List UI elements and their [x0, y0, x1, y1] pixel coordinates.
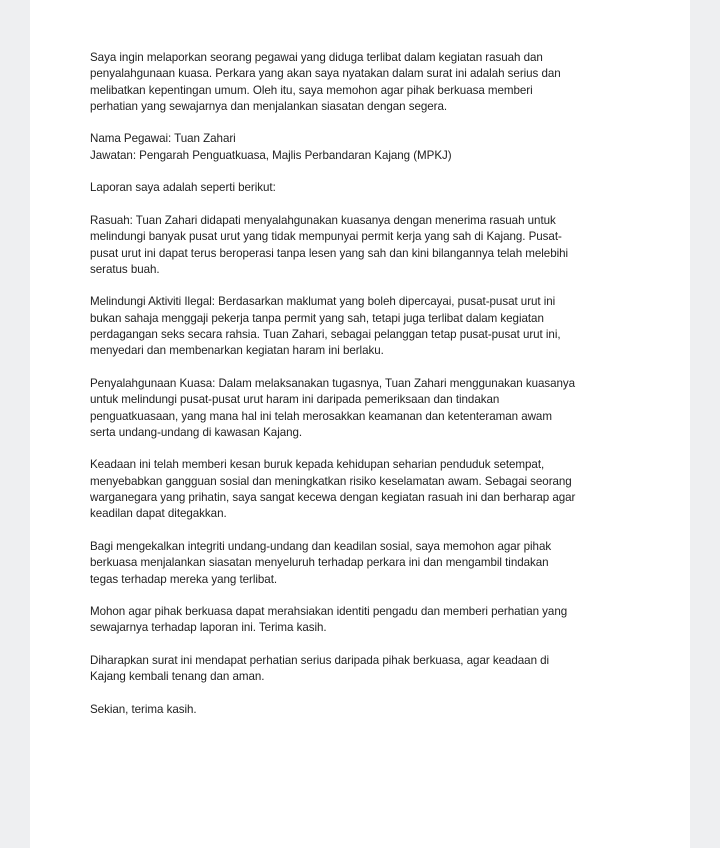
text-line: Melindungi Aktiviti Ilegal: Berdasarkan maklumat yang boleh dipercayai, pusat-pusat urut ini [90, 295, 556, 309]
report-intro-paragraph [90, 180, 650, 196]
intro-paragraph [90, 50, 650, 115]
text-line: melibatkan kepentingan umum. Oleh itu, saya memohon agar pihak berkuasa memberi [90, 83, 533, 97]
text-line: untuk melindungi pusat-pusat urut haram ini daripada pemeriksaan dan tindakan [90, 393, 500, 407]
text-line: pusat urut ini dapat terus beroperasi tanpa lesen yang sah dan kini bilangannya telah melebihi [90, 246, 569, 260]
text-line: Saya ingin melaporkan seorang pegawai yang diduga terlibat dalam kegiatan rasuah dan [90, 51, 543, 64]
text-line: Bagi mengekalkan integriti undang-undang dan keadilan sosial, saya memohon agar pihak [90, 539, 552, 553]
employee-details-paragraph [90, 131, 650, 164]
text-line: Jawatan: Pengarah Penguatkuasa, Majlis Perbandaran Kajang (MPKJ) [90, 148, 452, 162]
text-line: sewajarnya terhadap laporan ini. Terima kasih. [90, 621, 327, 635]
impact-paragraph [90, 457, 650, 522]
text-line: Mohon agar pihak berkuasa dapat merahsiakan identiti pengadu dan memberi perhatian yang [90, 605, 568, 619]
request-investigation-paragraph [90, 539, 650, 588]
text-line: Penyalahgunaan Kuasa: Dalam melaksanakan tugasnya, Tuan Zahari menggunakan kuasanya [90, 376, 576, 390]
text-line: Nama Pegawai: Tuan Zahari [90, 132, 236, 146]
text-line: Keadaan ini telah memberi kesan buruk kepada kehidupan seharian penduduk setempat, [90, 458, 545, 472]
text-line: bukan sahaja menggaji pekerja tanpa permit yang sah, tetapi juga terlibat dalam kegiatan [90, 311, 544, 325]
text-line: berkuasa menjalankan siasatan menyeluruh terhadap perkara ini dan mengambil tindakan [90, 556, 549, 570]
text-line: seratus buah. [90, 262, 160, 276]
text-line: penyalahgunaan kuasa. Perkara yang akan saya nyatakan dalam surat ini adalah serius dan [90, 67, 561, 81]
text-line: melindungi banyak pusat urut yang tidak mempunyai permit kerja yang sah di Kajang. Pusat- [90, 230, 562, 244]
text-line: penguatkuasaan, yang mana hal ini telah merosakkan keamanan dan ketenteraman awam [90, 409, 552, 423]
text-line: menyebabkan gangguan sosial dan meningkatkan risiko keselamatan awam. Sebagai seorang [90, 474, 572, 488]
text-line: perdagangan seks secara rahsia. Tuan Zahari, sebagai pelanggan tetap pusat-pusat urut ini, [90, 328, 561, 342]
text-line: Rasuah: Tuan Zahari didapati menyalahgunakan kuasanya dengan menerima rasuah untuk [90, 213, 556, 227]
document-page [30, 0, 690, 848]
text-line: warganegara yang prihatin, saya sangat kecewa dengan kegiatan rasuah ini dan berharap agar [90, 491, 576, 505]
text-line: Laporan saya adalah seperti berikut: [90, 181, 276, 195]
text-line: tegas terhadap mereka yang terlibat. [90, 572, 278, 586]
abuse-of-power-paragraph [90, 376, 650, 441]
confidentiality-paragraph [90, 604, 650, 637]
bribery-paragraph [90, 213, 650, 278]
text-line: keadilan dapat ditegakkan. [90, 507, 227, 521]
text-line: menyedari dan membenarkan kegiatan haram ini berlaku. [90, 344, 384, 358]
letter-body [90, 50, 650, 734]
text-line: Sekian, terima kasih. [90, 702, 197, 716]
text-line: Kajang kembali tenang dan aman. [90, 670, 265, 684]
text-line: perhatian yang sewajarnya dan menjalankan siasatan dengan segera. [90, 99, 448, 113]
illegal-activity-paragraph [90, 294, 650, 359]
text-line: Diharapkan surat ini mendapat perhatian serius daripada pihak berkuasa, agar keadaan di [90, 653, 550, 667]
text-line: serta undang-undang di kawasan Kajang. [90, 425, 303, 439]
closing-hope-paragraph [90, 653, 650, 686]
signoff-paragraph [90, 702, 650, 718]
